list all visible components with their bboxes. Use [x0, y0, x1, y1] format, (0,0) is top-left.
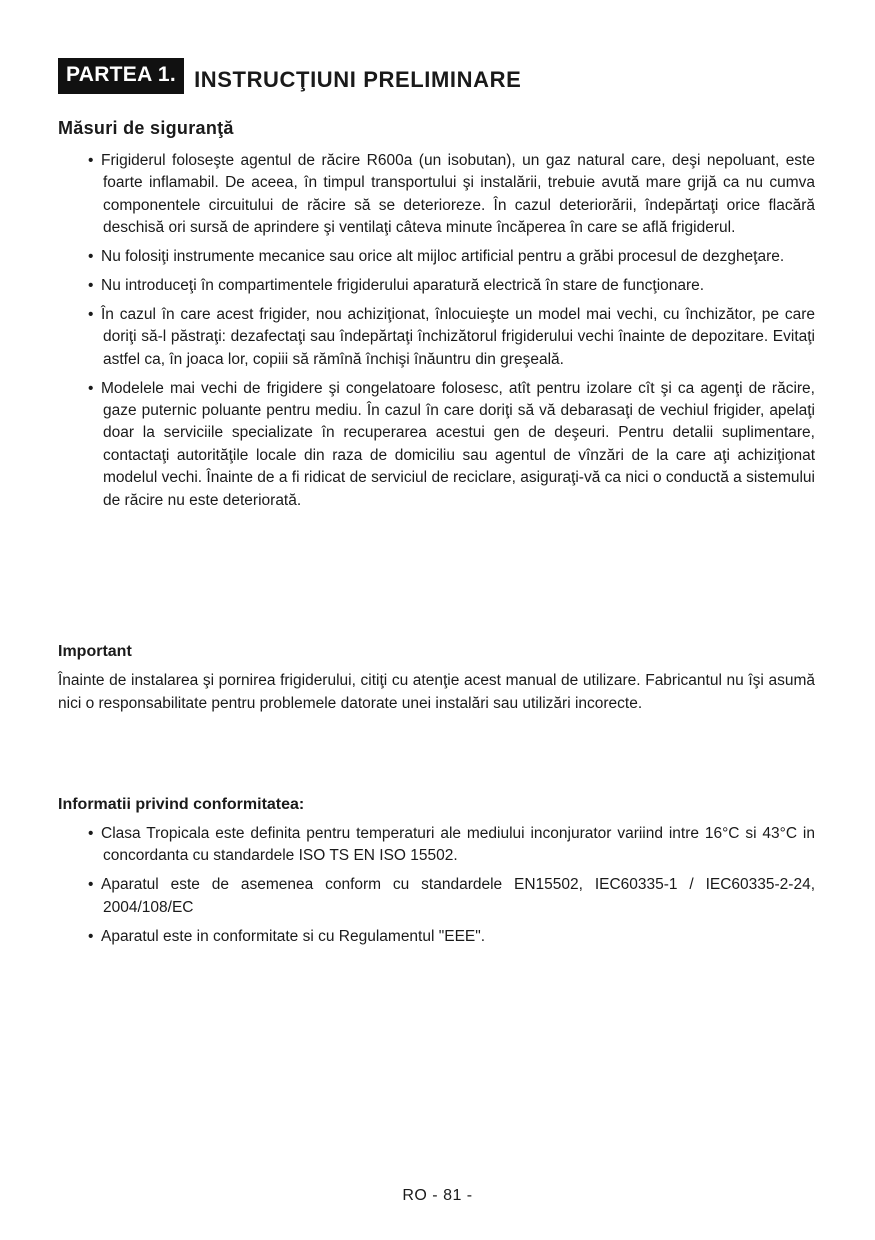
list-item-text: Frigiderul foloseşte agentul de răcire R600a (un isobutan), un gaz natural care, deşi nepoluant, este foarte inflamabil. De aceea, în timpul transportului şi instalării, trebuie avută mare grijă ca nu cumva componentele circuitului de răcire să se deterioreze. În cazul deteriorării, îndepărtaţi orice flacără deschisă ori sursă de aprindere şi ventilaţi câteva minute încăperea în care se află frigiderul. — [101, 152, 815, 237]
page-number: RO - 81 - — [402, 1187, 473, 1204]
list-item — [88, 246, 815, 268]
list-item-text: Aparatul este in conformitate si cu Regulamentul "EEE". — [101, 927, 486, 945]
bullet-icon: • — [88, 379, 94, 397]
safety-title: Măsuri de siguranţă — [58, 118, 234, 138]
bullet-icon: • — [88, 927, 94, 945]
list-item-text: În cazul în care acest frigider, nou achiziţionat, înlocuieşte un model mai vechi, cu închizător, pe care doriţi să-l păstraţi: dezafectaţi sau îndepărtaţi închizătorul frigiderului vechi înainte de depozitare. Evitaţi astfel ca, în joaca lor, copiii să rămînă închişi înăuntru din greşeală. — [101, 305, 815, 368]
bullet-icon: • — [88, 305, 94, 323]
conformity-heading: Informatii privind conformitatea: — [58, 796, 305, 813]
section-header — [58, 58, 521, 94]
bullet-icon: • — [88, 825, 94, 842]
list-item — [88, 275, 815, 297]
list-item-text: Nu folosiţi instrumente mecanice sau orice alt mijloc artificial pentru a grăbi procesul de dezgheţare. — [101, 248, 785, 266]
bullet-icon: • — [88, 277, 94, 295]
list-item-text: Aparatul este de asemenea conform cu standardele EN15502, IEC60335-1 / IEC60335-2-24, 2004/108/EC — [101, 876, 815, 916]
conformity-list — [88, 823, 815, 955]
bullet-icon: • — [88, 876, 94, 894]
list-item — [88, 926, 815, 948]
page-title: INSTRUCŢIUNI PRELIMINARE — [194, 67, 522, 92]
list-item — [88, 378, 815, 512]
list-item-text: Clasa Tropicala este definita pentru temperaturi ale mediului inconjurator variind intre 16°C si 43°C in concordanta cu standardele ISO TS EN ISO 15502. — [101, 825, 815, 865]
list-item-text: Modelele mai vechi de frigidere şi congelatoare folosesc, atît pentru izolare cît şi ca agenţi de răcire, gaze puternic poluante pentru mediu. În cazul în care doriţi să vă debarasaţi de vechiul frigider, apelaţi doar la serviciile specializate în recuperarea acestui gen de deşeuri. Pentru detalii suplimentare, contactaţi autorităţile locale din raza de domiciliu sau agentul de vînzări de la care aţi achiziţionat modelul vechi. Înainte de a fi ridicat de serviciul de reciclare, asiguraţi-vă ca nici o conductă a sistemului de răcire nu este deteriorată. — [101, 379, 815, 509]
safety-list — [88, 150, 815, 519]
list-item — [88, 304, 815, 371]
important-heading: Important — [58, 643, 132, 660]
list-item — [88, 874, 815, 919]
list-item-text: Nu introduceţi în compartimentele frigiderului aparatură electrică în stare de funcţionare. — [101, 277, 705, 295]
bullet-icon: • — [88, 152, 94, 169]
important-text: Înainte de instalarea şi pornirea frigiderului, citiţi cu atenţie acest manual de utilizare. Fabricantul nu îşi asumă nici o responsabilitate pentru problemele datorate unei instalări sau utilizări incorecte. — [58, 672, 815, 712]
list-item — [88, 150, 815, 240]
list-item — [88, 823, 815, 868]
part-badge: PARTEA 1. — [58, 58, 184, 94]
bullet-icon: • — [88, 248, 94, 266]
